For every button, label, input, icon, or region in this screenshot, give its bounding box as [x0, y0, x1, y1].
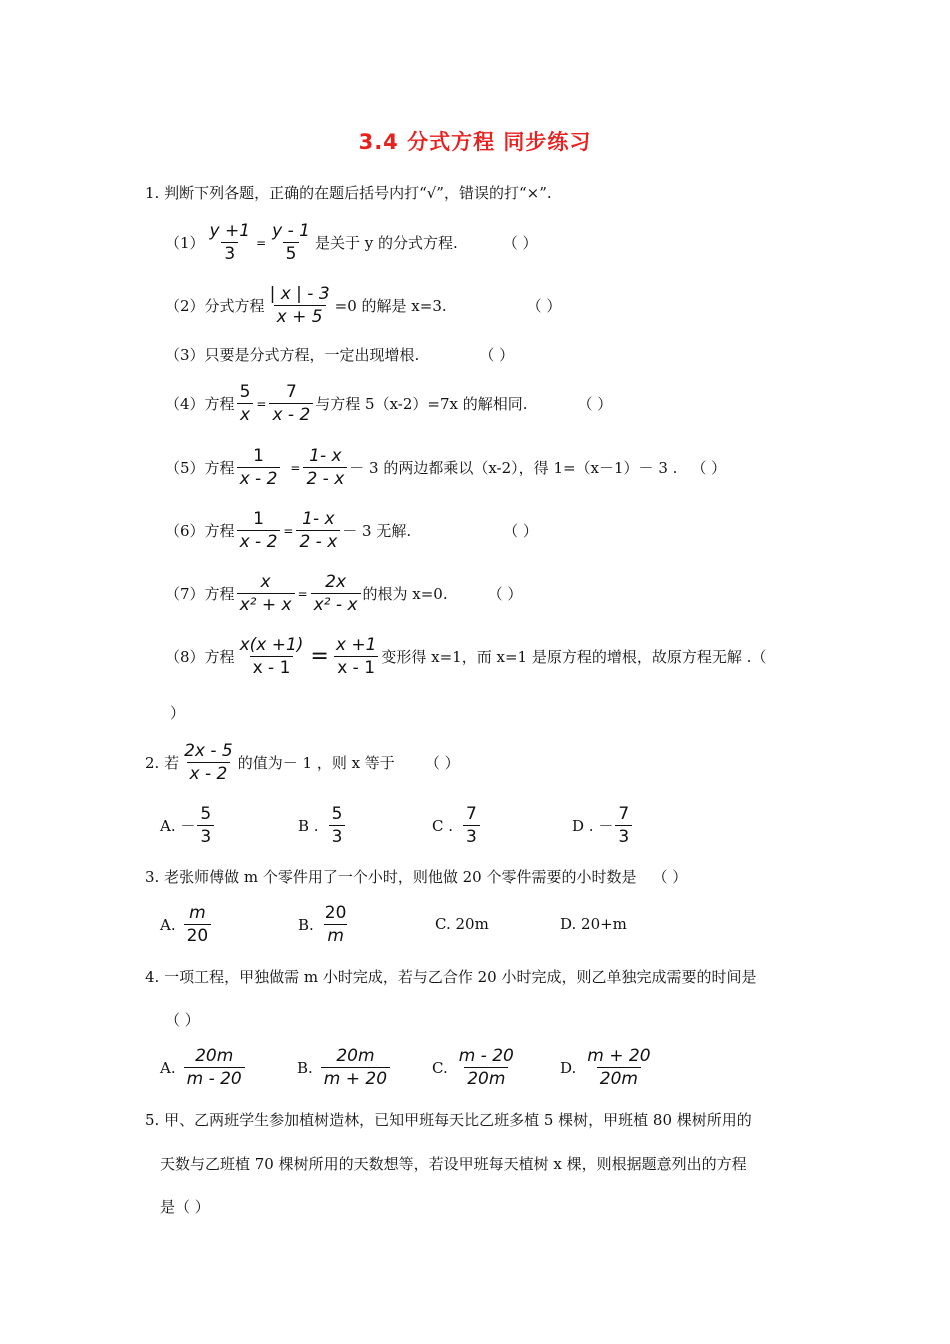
option-label: B. — [297, 1058, 313, 1077]
fraction: $\frac{2x - 5}{x - 2}$ — [184, 741, 233, 784]
question-4-stem — [145, 966, 756, 987]
option-label: A. — [160, 915, 176, 934]
option-label: D . － — [572, 817, 614, 835]
fraction: $\frac{20m}{m - 20}$ — [184, 1045, 245, 1090]
page-title: 3.4 分式方程 同步练习 — [358, 130, 592, 154]
option-label: C . — [432, 816, 454, 835]
fraction: $\frac{x(x +1)}{x - 1}$ — [239, 635, 304, 678]
equals-sign: = — [283, 523, 294, 538]
q1-item-6 — [165, 508, 538, 553]
fraction: $\frac{7}{3}$ — [463, 803, 480, 848]
item-text: 5. 甲、乙两班学生参加植树造林，已知甲班每天比乙班多植 5 棵树，甲班植 80 棵树所用的 — [145, 1111, 752, 1129]
item-text: ） — [170, 704, 186, 722]
fraction: $\frac{2x}{\text{x² - x}}$ — [311, 571, 361, 616]
answer-paren: （ ） — [479, 346, 515, 364]
fraction: $\frac{20m}{m + 20}$ — [321, 1045, 390, 1090]
item-prefix: 方程 — [204, 585, 235, 603]
item-tag: （8） — [165, 648, 205, 666]
q2-option-b — [298, 803, 347, 848]
question-5-line-2 — [160, 1153, 747, 1174]
q1-item-2 — [165, 283, 561, 328]
q4-option-a — [160, 1045, 247, 1090]
q1-item-7 — [165, 571, 522, 616]
q3-option-c — [435, 915, 489, 933]
answer-paren: （ ） — [526, 297, 562, 315]
fraction: $\frac{1- x}{2 - x}$ — [303, 445, 347, 490]
item-tag: （6） — [165, 522, 205, 540]
equals-sign: = — [297, 586, 308, 601]
item-prefix: 分式方程 — [204, 297, 265, 315]
fraction: $\frac{m + 20}{20m}$ — [587, 1046, 651, 1089]
fraction: $\frac{5}{3}$ — [329, 803, 346, 848]
q4-option-b — [297, 1045, 392, 1090]
q1-item-5 — [165, 445, 726, 490]
q3-option-b — [298, 902, 351, 947]
option-text: D. 20+m — [560, 915, 627, 933]
equals-sign: = — [310, 644, 329, 669]
answer-paren: （ ） — [165, 1011, 200, 1029]
equals-sign: = — [256, 235, 267, 250]
q2-option-a — [160, 803, 216, 848]
option-label: D. — [560, 1058, 577, 1077]
answer-paren: （ ） — [652, 868, 688, 886]
fraction: $\frac{x}{\text{x² + x}}$ — [237, 571, 295, 616]
item-text: 变形得 x=1，而 x=1 是原方程的增根，故原方程无解 .（ — [381, 648, 767, 666]
q2-option-c — [432, 803, 482, 848]
item-text: 与方程 5（x-2）=7x 的解相同. — [315, 395, 528, 413]
fraction: $\frac{m - 20}{20m}$ — [458, 1046, 514, 1089]
item-text: 的根为 x=0. — [362, 585, 448, 603]
fraction: $\frac{5}{3}$ — [197, 803, 214, 848]
q1-item-8-tail — [170, 702, 185, 723]
question-5-line-3 — [160, 1196, 210, 1217]
item-text: 4. 一项工程，甲独做需 m 小时完成，若与乙合作 20 小时完成，则乙单独完成需要的时间是 — [145, 968, 757, 986]
fraction: $\frac{1- x}{2 - x}$ — [296, 508, 340, 553]
item-prefix: 方程 — [204, 648, 235, 666]
q1-item-3 — [165, 344, 514, 365]
item-tag: （3） — [165, 346, 205, 364]
equals-sign: = — [290, 460, 301, 475]
option-text: C. 20m — [435, 915, 489, 933]
option-label: C. — [432, 1058, 448, 1077]
item-prefix: 2. 若 — [145, 754, 180, 772]
option-label: B . — [298, 816, 319, 835]
q1-stem-text: 1. 判断下列各题，正确的在题后括号内打“√”，错误的打“×”. — [145, 184, 552, 202]
answer-paren: （ ） — [503, 522, 538, 540]
item-text: =0 的解是 x=3. — [334, 297, 447, 315]
question-3-stem — [145, 866, 687, 887]
item-tag: （7） — [165, 585, 205, 603]
q1-item-1 — [165, 220, 538, 265]
q3-option-a — [160, 902, 213, 947]
question-2-stem — [145, 740, 460, 785]
q2-option-d — [572, 803, 634, 848]
fraction: $\frac{7}{x - 2}$ — [269, 381, 313, 426]
question-4-paren — [165, 1009, 200, 1030]
fraction: $\frac{y +1}{3}$ — [209, 221, 251, 264]
answer-paren: （ ） — [691, 459, 727, 477]
answer-paren: （ ） — [502, 234, 538, 252]
q3-option-d — [560, 915, 627, 933]
fraction: $\frac{| x | - 3}{x + 5}$ — [269, 284, 330, 327]
question-1-stem — [145, 182, 552, 203]
question-5-line-1 — [145, 1109, 752, 1130]
fraction: $\frac{m}{20}$ — [184, 902, 212, 947]
fraction: $\frac{5}{x}$ — [237, 381, 254, 426]
fraction: $\frac{1}{x - 2}$ — [237, 508, 281, 553]
item-tag: （5） — [165, 459, 205, 477]
answer-paren: （ ） — [424, 754, 460, 772]
item-prefix: 方程 — [204, 395, 235, 413]
fraction: $\frac{x +1}{x - 1}$ — [335, 635, 377, 678]
item-text: 是（ ） — [160, 1198, 210, 1216]
answer-paren: （ ） — [577, 395, 613, 413]
item-text: － 3 的两边都乘以（x-2），得 1=（x－1）－ 3 . — [349, 459, 678, 477]
option-label: B. — [298, 915, 314, 934]
item-text: 是关于 y 的分式方程. — [314, 234, 458, 252]
q1-item-4 — [165, 381, 612, 426]
fraction: $\frac{y - 1}{5}$ — [272, 221, 310, 264]
item-tag: （4） — [165, 395, 205, 413]
item-tag: （1） — [165, 234, 205, 252]
item-tag: （2） — [165, 297, 205, 315]
item-text: － 3 无解. — [342, 522, 412, 540]
item-text: 3. 老张师傅做 m 个零件用了一个小时，则他做 20 个零件需要的小时数是 — [145, 868, 637, 886]
q4-option-d — [560, 1045, 656, 1090]
item-text: 天数与乙班植 70 棵树所用的天数想等，若设甲班每天植树 x 棵，则根据题意列出的方程 — [160, 1155, 747, 1173]
item-text: 只要是分式方程，一定出现增根. — [204, 346, 420, 364]
q4-option-c — [432, 1045, 519, 1090]
equals-sign: = — [256, 396, 267, 411]
answer-paren: （ ） — [487, 585, 523, 603]
item-prefix: 方程 — [204, 522, 235, 540]
fraction: $\frac{1}{x - 2}$ — [237, 445, 281, 490]
fraction: $\frac{20}{m}$ — [324, 903, 347, 946]
option-label: A. － — [160, 817, 196, 835]
fraction: $\frac{7}{3}$ — [615, 803, 632, 848]
item-text: 的值为－ 1 ，则 x 等于 — [237, 754, 395, 772]
option-label: A. — [160, 1058, 176, 1077]
item-prefix: 方程 — [204, 459, 235, 477]
q1-item-8 — [165, 634, 766, 679]
